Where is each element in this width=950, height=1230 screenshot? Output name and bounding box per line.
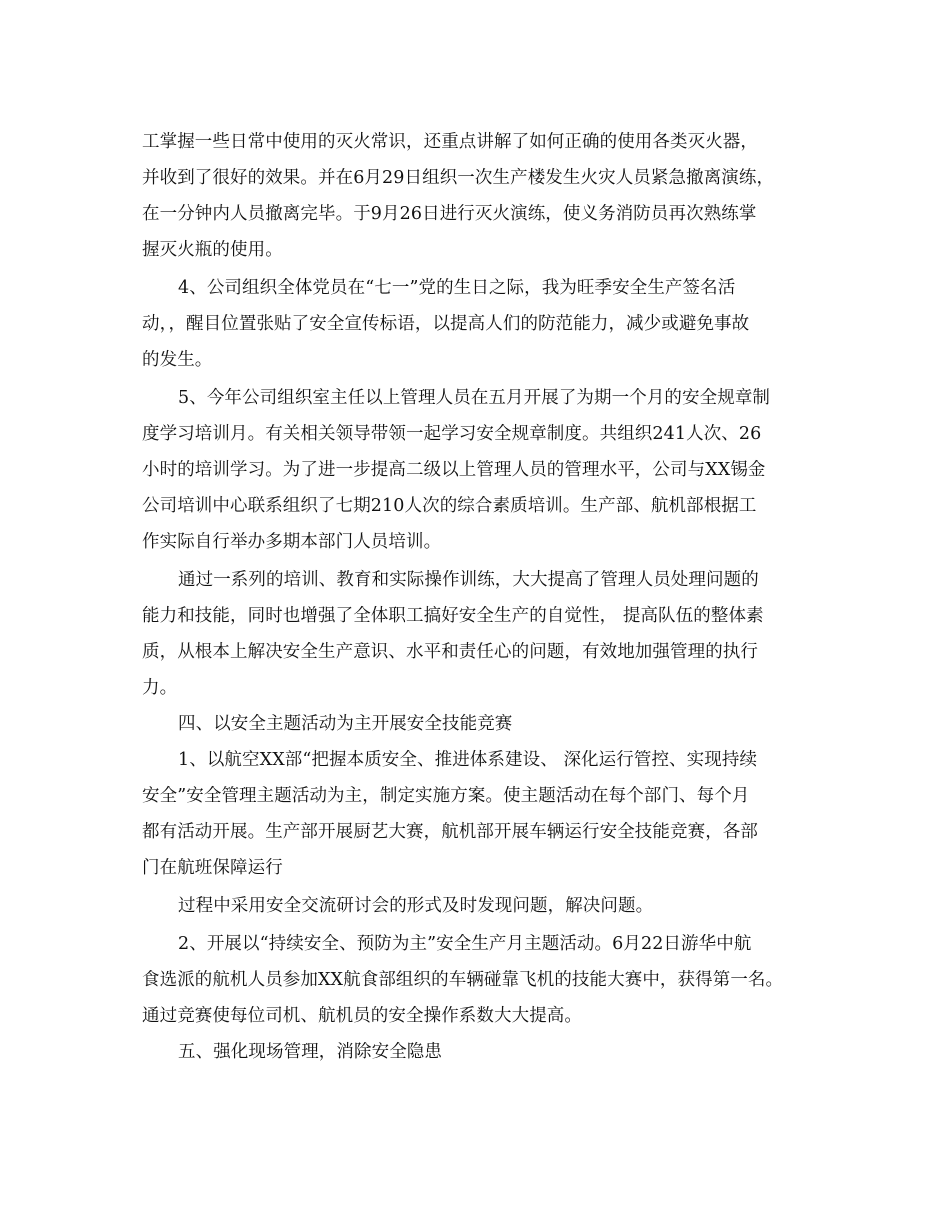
text-line: 的发生。 bbox=[142, 350, 213, 370]
text-line: 食选派的航机人员参加XX航食部组织的车辆碰靠飞机的技能大赛中，获得第一名。 bbox=[142, 970, 784, 990]
text-line: 能力和技能，同时也增强了全体职工搞好安全生产的自觉性， 提高队伍的整体素 bbox=[142, 606, 764, 626]
paragraph-start-line: 1、以航空XX部“把握本质安全、推进体系建设、 深化运行管控、实现持续 bbox=[178, 750, 758, 770]
text-line: 动，，醒目位置张贴了安全宣传标语，以提高人们的防范能力，减少或避免事故 bbox=[142, 314, 750, 334]
text-line: 握灭火瓶的使用。 bbox=[142, 240, 283, 260]
text-line: 公司培训中心联系组织了七期210人次的综合素质培训。生产部、航机部根据工 bbox=[142, 496, 757, 516]
text-line: 工掌握一些日常中使用的灭火常识，还重点讲解了如何正确的使用各类灭火器， bbox=[142, 132, 758, 152]
text-line: 并收到了很好的效果。并在6月29日组织一次生产楼发生火灾人员紧急撤离演练， bbox=[142, 168, 775, 188]
text-line: 在一分钟内人员撤离完毕。于9月26日进行灭火演练，使义务消防员再次熟练掌 bbox=[142, 204, 757, 224]
text-line: 力。 bbox=[142, 678, 178, 698]
text-line: 度学习培训月。有关相关领导带领一起学习安全规章制度。共组织241人次、26 bbox=[142, 424, 762, 444]
paragraph-start-line: 4、公司组织全体党员在“七一”党的生日之际，我为旺季安全生产签名活 bbox=[178, 278, 736, 298]
text-line: 小时的培训学习。为了进一步提高二级以上管理人员的管理水平，公司与XX锡金 bbox=[142, 460, 766, 480]
paragraph-start-line: 通过一系列的培训、教育和实际操作训练，大大提高了管理人员处理问题的 bbox=[178, 570, 759, 590]
text-line: 安全”安全管理主题活动为主，制定实施方案。使主题活动在每个部门、每个月 bbox=[142, 786, 750, 806]
paragraph-start-line: 过程中采用安全交流研讨会的形式及时发现问题，解决问题。 bbox=[178, 896, 654, 916]
section-heading: 五、强化现场管理，消除安全隐患 bbox=[178, 1042, 442, 1062]
text-line: 作实际自行举办多期本部门人员培训。 bbox=[142, 532, 442, 552]
text-line: 通过竞赛使每位司机、航机员的安全操作系数大大提高。 bbox=[142, 1006, 582, 1026]
text-line: 都有活动开展。生产部开展厨艺大赛，航机部开展车辆运行安全技能竞赛，各部 bbox=[142, 822, 758, 842]
text-line: 质，从根本上解决安全生产意识、水平和责任心的问题，有效地加强管理的执行 bbox=[142, 642, 758, 662]
paragraph-start-line: 5、今年公司组织室主任以上管理人员在五月开展了为期一个月的安全规章制 bbox=[178, 388, 771, 408]
section-heading: 四、以安全主题活动为主开展安全技能竞赛 bbox=[178, 714, 513, 734]
text-line: 门在航班保障运行 bbox=[142, 858, 283, 878]
paragraph-start-line: 2、开展以“持续安全、预防为主”安全生产月主题活动。6月22日游华中航 bbox=[178, 934, 752, 954]
